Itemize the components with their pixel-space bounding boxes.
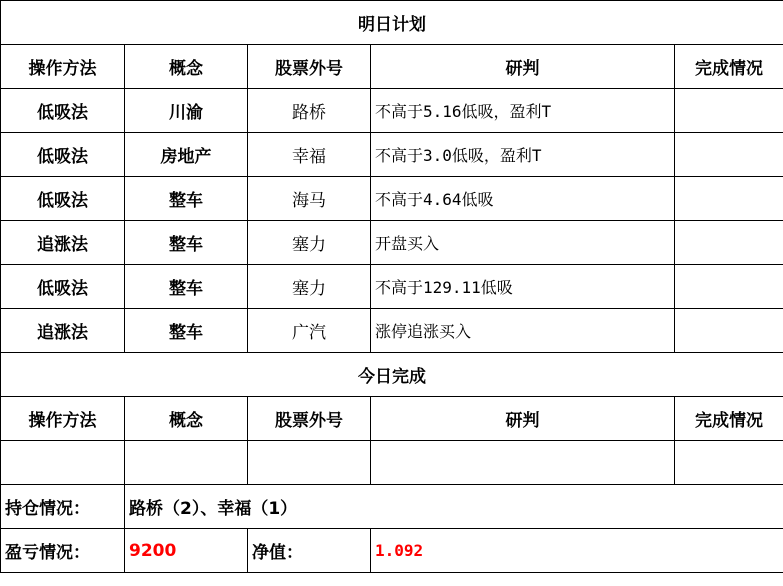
empty-cell[interactable] xyxy=(248,441,371,485)
concept-cell[interactable]: 房地产 xyxy=(125,133,248,177)
status-cell[interactable] xyxy=(675,89,783,133)
judgment-cell[interactable]: 不高于5.16低吸，盈利T xyxy=(371,89,675,133)
concept-cell[interactable]: 整车 xyxy=(125,177,248,221)
nav-value[interactable]: 1.092 xyxy=(371,529,783,573)
header-concept: 概念 xyxy=(125,45,248,89)
stock-cell[interactable]: 塞力 xyxy=(248,265,371,309)
empty-cell[interactable] xyxy=(675,441,783,485)
judgment-cell[interactable]: 不高于129.11低吸 xyxy=(371,265,675,309)
judgment-cell[interactable]: 不高于3.0低吸，盈利T xyxy=(371,133,675,177)
today-header-status: 完成情况 xyxy=(675,397,783,441)
plan-header-row xyxy=(1,45,783,89)
judgment-cell[interactable]: 开盘买入 xyxy=(371,221,675,265)
pnl-row xyxy=(1,529,783,573)
judgment-cell[interactable]: 涨停追涨买入 xyxy=(371,309,675,353)
nav-label: 净值： xyxy=(248,529,371,573)
today-title-row xyxy=(1,353,783,397)
plan-title-row xyxy=(1,1,783,45)
today-header-stock: 股票外号 xyxy=(248,397,371,441)
status-cell[interactable] xyxy=(675,221,783,265)
header-method: 操作方法 xyxy=(1,45,125,89)
judgment-cell[interactable]: 不高于4.64低吸 xyxy=(371,177,675,221)
concept-cell[interactable]: 川渝 xyxy=(125,89,248,133)
position-label: 持仓情况： xyxy=(1,485,125,529)
empty-cell[interactable] xyxy=(125,441,248,485)
today-header-method: 操作方法 xyxy=(1,397,125,441)
concept-cell[interactable]: 整车 xyxy=(125,221,248,265)
stock-cell[interactable]: 海马 xyxy=(248,177,371,221)
position-value[interactable]: 路桥（2）、幸福（1） xyxy=(125,485,783,529)
today-empty-row xyxy=(1,441,783,485)
method-cell[interactable]: 追涨法 xyxy=(1,221,125,265)
table-row xyxy=(1,89,783,133)
table-row xyxy=(1,177,783,221)
today-header-concept: 概念 xyxy=(125,397,248,441)
table-row xyxy=(1,309,783,353)
empty-cell[interactable] xyxy=(1,441,125,485)
status-cell[interactable] xyxy=(675,265,783,309)
status-cell[interactable] xyxy=(675,133,783,177)
concept-cell[interactable]: 整车 xyxy=(125,309,248,353)
status-cell[interactable] xyxy=(675,177,783,221)
method-cell[interactable]: 低吸法 xyxy=(1,133,125,177)
today-header-row xyxy=(1,397,783,441)
header-judgment: 研判 xyxy=(371,45,675,89)
table-row xyxy=(1,221,783,265)
stock-cell[interactable]: 幸福 xyxy=(248,133,371,177)
method-cell[interactable]: 追涨法 xyxy=(1,309,125,353)
header-stock: 股票外号 xyxy=(248,45,371,89)
table-row xyxy=(1,133,783,177)
pnl-label: 盈亏情况： xyxy=(1,529,125,573)
pnl-value[interactable]: 9200 xyxy=(125,529,248,573)
today-header-judgment: 研判 xyxy=(371,397,675,441)
stock-cell[interactable]: 广汽 xyxy=(248,309,371,353)
plan-title: 明日计划 xyxy=(1,1,783,45)
today-title: 今日完成 xyxy=(1,353,783,397)
empty-cell[interactable] xyxy=(371,441,675,485)
header-status: 完成情况 xyxy=(675,45,783,89)
method-cell[interactable]: 低吸法 xyxy=(1,89,125,133)
position-row xyxy=(1,485,783,529)
stock-cell[interactable]: 路桥 xyxy=(248,89,371,133)
concept-cell[interactable]: 整车 xyxy=(125,265,248,309)
table-row xyxy=(1,265,783,309)
method-cell[interactable]: 低吸法 xyxy=(1,177,125,221)
method-cell[interactable]: 低吸法 xyxy=(1,265,125,309)
status-cell[interactable] xyxy=(675,309,783,353)
stock-cell[interactable]: 塞力 xyxy=(248,221,371,265)
